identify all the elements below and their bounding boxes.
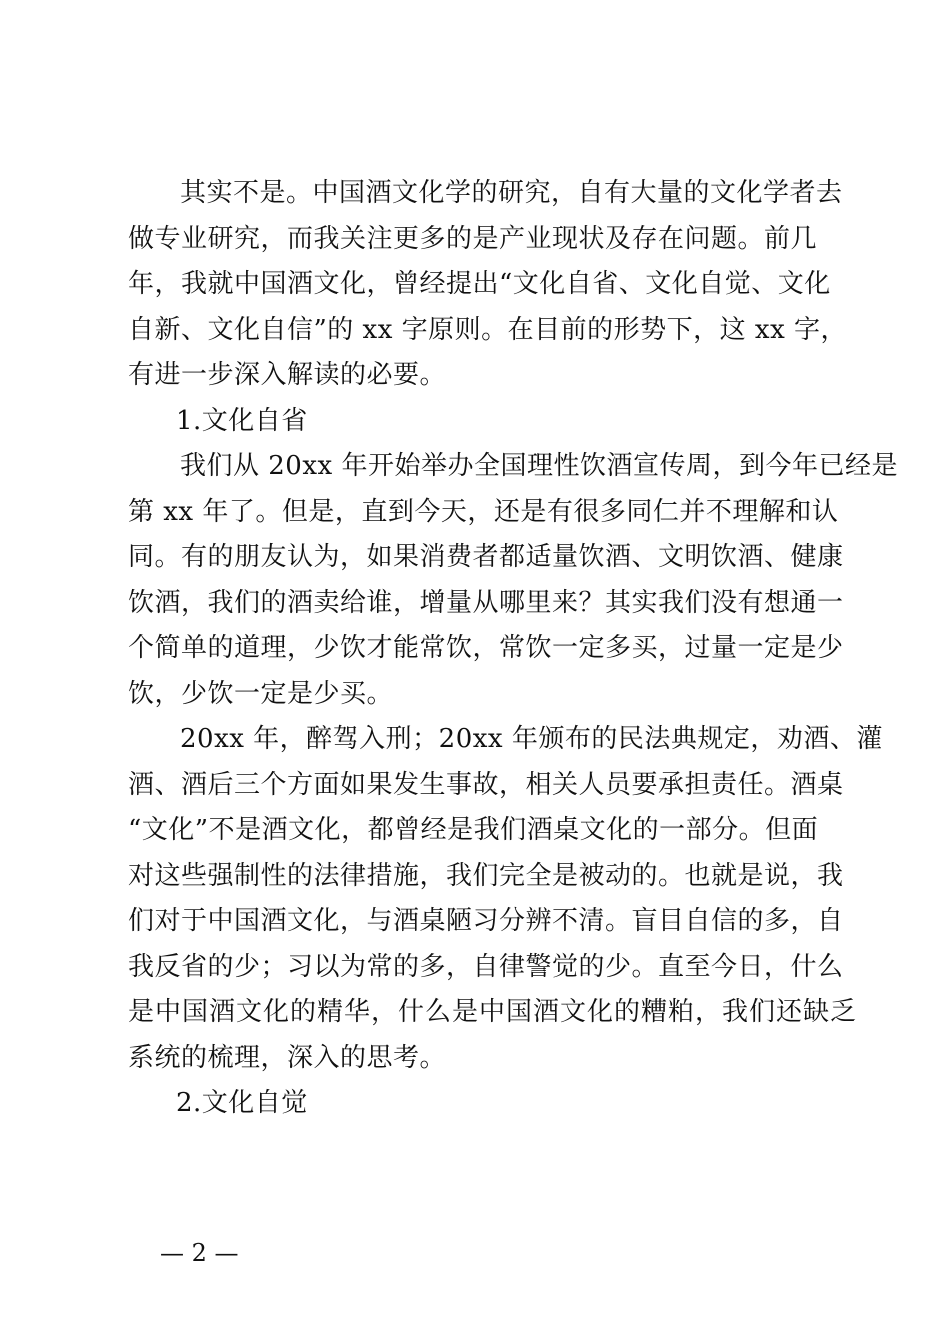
paragraph-line: 个简单的道理，少饮才能常饮，常饮一定多买，过量一定是少 (128, 633, 844, 663)
paragraph-line: 有进一步深入解读的必要。 (128, 360, 447, 390)
paragraph-line: “文化”不是酒文化，都曾经是我们酒桌文化的一部分。但面 (128, 815, 819, 845)
paragraph-line: 是中国酒文化的精华，什么是中国酒文化的糟粕，我们还缺乏 (128, 997, 858, 1027)
paragraph-line: 第 xx 年了。但是，直到今天，还是有很多同仁并不理解和认 (128, 496, 839, 527)
paragraph-line: 系统的梳理，深入的思考。 (128, 1042, 447, 1073)
section-heading-1: 1.文化自省 (176, 405, 308, 436)
paragraph-line: 对这些强制性的法律措施，我们完全是被动的。也就是说，我 (128, 860, 844, 891)
document-body (128, 171, 898, 1127)
paragraph-line: 做专业研究，而我关注更多的是产业现状及存在问题。前几 (128, 223, 818, 254)
paragraph-line: 饮酒，我们的酒卖给谁，增量从哪里来？其实我们没有想通一 (128, 587, 844, 618)
paragraph-line: 我们从 20xx 年开始举办全国理性饮酒宣传周，到今年已经是 (180, 451, 898, 481)
paragraph-line: 其实不是。中国酒文化学的研究，自有大量的文化学者去 (180, 178, 843, 208)
paragraph-line: 20xx 年，醉驾入刑；20xx 年颁布的民法典规定，劝酒、灌 (180, 724, 883, 754)
section-heading-2: 2.文化自觉 (176, 1088, 308, 1118)
paragraph-line: 酒、酒后三个方面如果发生事故，相关人员要承担责任。酒桌 (128, 769, 844, 800)
paragraph-line: 自新、文化自信”的 xx 字原则。在目前的形势下，这 xx 字， (128, 314, 848, 345)
paragraph-line: 年，我就中国酒文化，曾经提出“文化自省、文化自觉、文化 (128, 269, 831, 299)
paragraph-line: 饮，少饮一定是少买。 (128, 678, 394, 709)
paragraph-line: 们对于中国酒文化，与酒桌陋习分辨不清。盲目自信的多，自 (128, 906, 844, 936)
paragraph-line: 我反省的少；习以为常的多，自律警觉的少。直至今日，什么 (128, 951, 844, 982)
page-number: — 2 — (160, 1239, 239, 1267)
paragraph-line: 同。有的朋友认为，如果消费者都适量饮酒、文明饮酒、健康 (128, 542, 844, 572)
